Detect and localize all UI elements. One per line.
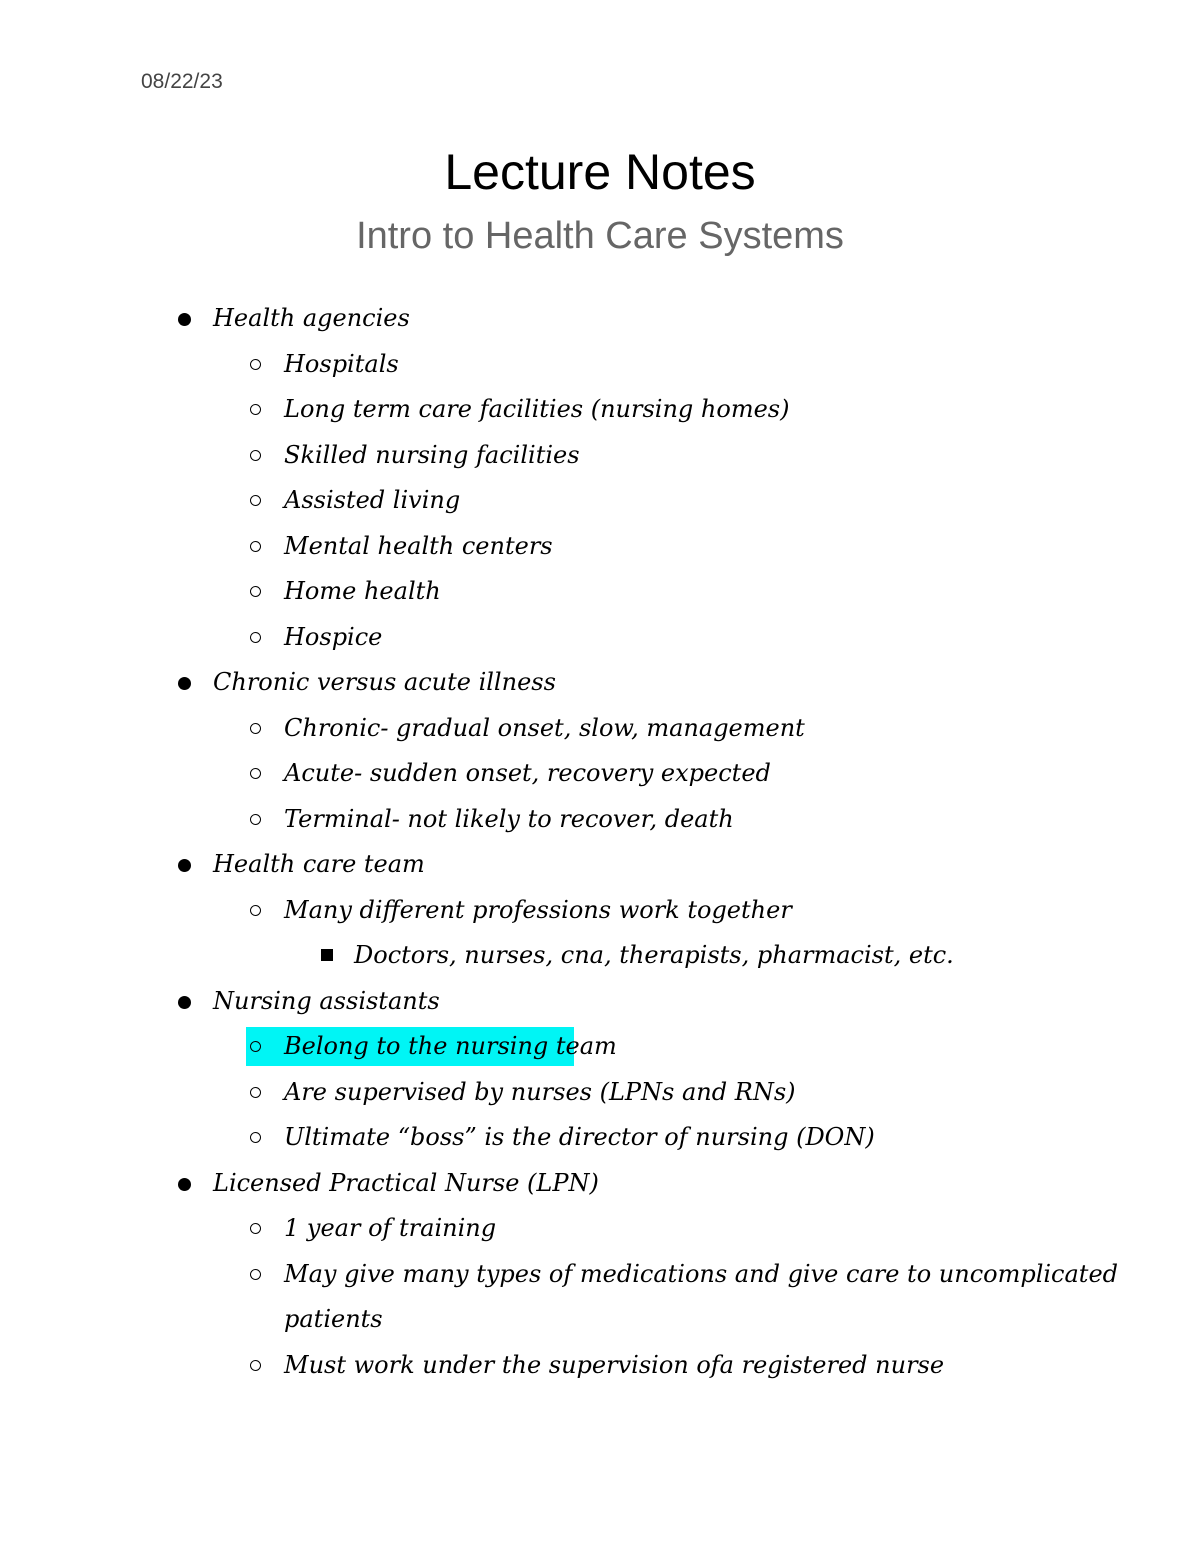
list-item-text: May give many types of medications and give care to uncomplicated: [284, 1259, 1119, 1288]
list-item-text: Long term care facilities (nursing homes): [284, 395, 790, 423]
list-item: [0, 1070, 1200, 1116]
list-item: [0, 933, 1200, 979]
list-item-continuation: [0, 1297, 1200, 1343]
list-item-text: Assisted living: [284, 486, 461, 514]
square-bullet-icon: [321, 933, 335, 979]
hollow-bullet-icon: [250, 797, 264, 843]
list-item: [0, 524, 1200, 570]
list-item: [0, 751, 1200, 797]
hollow-bullet-icon: [250, 433, 264, 479]
hollow-bullet-icon: [250, 524, 264, 570]
notes-list: [0, 296, 1200, 1388]
list-item-text: Chronic- gradual onset, slow, management: [284, 713, 805, 742]
list-item-text: Hospice: [284, 622, 383, 651]
list-item: [0, 387, 1200, 433]
list-item: [0, 1115, 1200, 1161]
note-date: 08/22/23: [141, 70, 223, 93]
hollow-bullet-icon: [250, 387, 264, 433]
filled-bullet-icon: [178, 1161, 192, 1207]
hollow-bullet-icon: [250, 1070, 264, 1116]
list-item-text: Health care team: [213, 850, 425, 878]
hollow-bullet-icon: [250, 1206, 264, 1252]
hollow-bullet-icon: [250, 342, 264, 388]
list-item-text: Hospitals: [284, 349, 399, 378]
list-item-text: Are supervised by nurses (LPNs and RNs): [284, 1077, 796, 1106]
list-item: [0, 433, 1200, 479]
list-item-text: Nursing assistants: [213, 986, 440, 1015]
page-subtitle: Intro to Health Care Systems: [356, 215, 844, 257]
hollow-bullet-icon: [250, 569, 264, 615]
list-item-text: Health agencies: [213, 304, 410, 332]
list-item-text: Doctors, nurses, cna, therapists, pharmacist, etc.: [354, 941, 954, 969]
highlighted-list-item: [0, 1024, 1200, 1070]
list-item: [0, 888, 1200, 934]
list-item: [0, 1252, 1200, 1298]
hollow-bullet-icon: [250, 1115, 264, 1161]
list-item: [0, 1206, 1200, 1252]
list-item-text: Chronic versus acute illness: [213, 668, 556, 696]
list-item-text: Licensed Practical Nurse (LPN): [213, 1168, 599, 1197]
list-item: [0, 1161, 1200, 1207]
list-item: [0, 1343, 1200, 1389]
filled-bullet-icon: [178, 979, 192, 1025]
list-item: [0, 797, 1200, 843]
list-item: [0, 569, 1200, 615]
list-item-text: 1 year of training: [284, 1214, 497, 1242]
hollow-bullet-icon: [250, 1252, 264, 1298]
list-item-text: Home health: [284, 577, 441, 605]
filled-bullet-icon: [178, 842, 192, 888]
page-title: Lecture Notes: [444, 144, 756, 200]
hollow-bullet-icon: [250, 1343, 264, 1389]
filled-bullet-icon: [178, 296, 192, 342]
hollow-bullet-icon: [250, 751, 264, 797]
hollow-bullet-icon: [250, 706, 264, 752]
list-item-text: Belong to the nursing team: [284, 1032, 617, 1060]
list-item-text: Acute- sudden onset, recovery expected: [284, 759, 771, 787]
filled-bullet-icon: [178, 660, 192, 706]
list-item-text: Must work under the supervision ofa registered nurse: [284, 1350, 945, 1379]
list-item-text: patients: [284, 1305, 383, 1333]
hollow-bullet-icon: [250, 615, 264, 661]
list-item: [0, 660, 1200, 706]
list-item-text: Terminal- not likely to recover, death: [284, 804, 734, 833]
list-item: [0, 615, 1200, 661]
list-item-text: Ultimate “boss” is the director of nursing (DON): [284, 1123, 875, 1151]
list-item-text: Many different professions work together: [284, 895, 792, 924]
list-item-text: Mental health centers: [284, 531, 553, 560]
list-item: [0, 296, 1200, 342]
hollow-bullet-icon: [250, 478, 264, 524]
list-item: [0, 706, 1200, 752]
list-item: [0, 842, 1200, 888]
list-item-text: Skilled nursing facilities: [284, 440, 580, 469]
list-item: [0, 478, 1200, 524]
list-item: [0, 979, 1200, 1025]
hollow-bullet-icon: [250, 888, 264, 934]
list-item: [0, 342, 1200, 388]
hollow-bullet-icon: [250, 1024, 264, 1070]
